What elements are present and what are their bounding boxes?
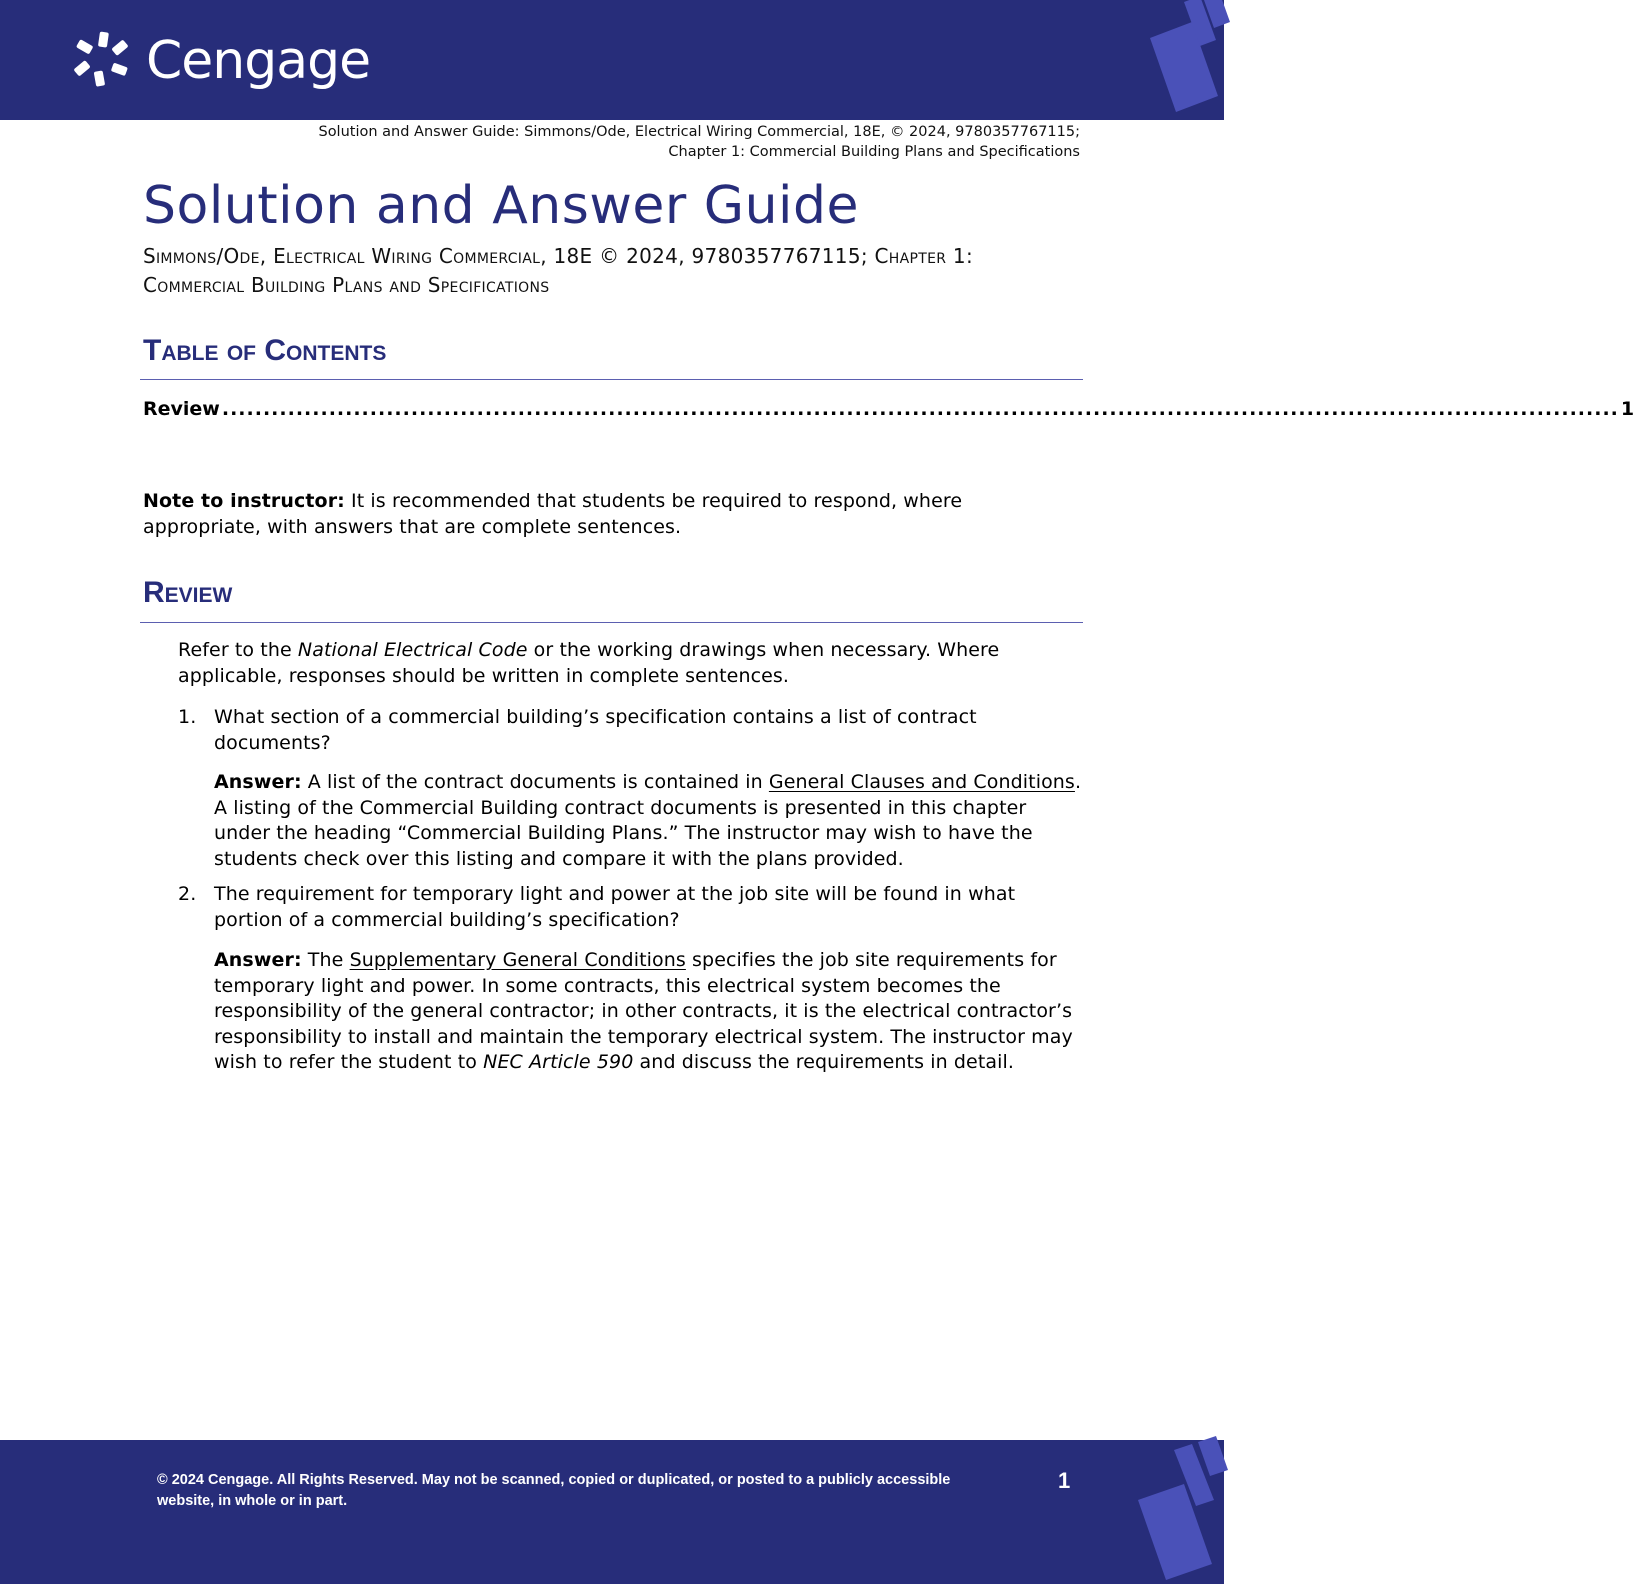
running-head-line-1: Solution and Answer Guide: Simmons/Ode, Electrical Wiring Commercial, 18E, © 2024, 9780357767115; xyxy=(318,124,1080,140)
answer-underlined-term: General Clauses and Conditions xyxy=(768,771,1075,793)
header-band xyxy=(0,0,1224,120)
review-intro xyxy=(178,638,1078,689)
toc-entry-label[interactable]: Review xyxy=(143,398,220,420)
corner-decoration-icon xyxy=(1134,1440,1224,1584)
toc-leader-dots: .......................................................................................................................................................................... xyxy=(221,398,1619,420)
note-label: Note to instructor: xyxy=(143,490,345,512)
intro-text-start: Refer to the xyxy=(178,639,298,661)
running-head xyxy=(318,122,1080,162)
answer-label: Answer: xyxy=(214,949,302,971)
answer-block xyxy=(214,770,1084,872)
question-text: The requirement for temporary light and power at the job site will be found in what portion of a commercial building’s specification? xyxy=(214,883,1016,931)
cengage-logo[interactable] xyxy=(72,30,370,92)
toc-divider xyxy=(140,379,1083,380)
review-heading: Review xyxy=(143,576,233,609)
footer-band xyxy=(0,1440,1224,1584)
nec-article-reference: NEC Article 590 xyxy=(483,1051,634,1073)
cengage-burst-logo-icon xyxy=(72,30,134,92)
document-title: Solution and Answer Guide xyxy=(143,176,859,236)
instructor-note xyxy=(143,489,1083,540)
answer-label: Answer: xyxy=(214,771,302,793)
intro-text-end: or the working drawings when necessary. Where applicable, responses should be written in complete sentences. xyxy=(178,639,1000,687)
copyright-notice: © 2024 Cengage. All Rights Reserved. May not be scanned, copied or duplicated, or posted to a publicly accessible website, in whole or in part. xyxy=(157,1472,951,1509)
toc-entry[interactable] xyxy=(143,398,1634,424)
nec-title: National Electrical Code xyxy=(297,639,528,661)
review-divider xyxy=(140,622,1083,623)
answer-underlined-term: Supplementary General Conditions xyxy=(349,949,686,971)
question-text: What section of a commercial building’s specification contains a list of contract documents? xyxy=(214,706,977,754)
corner-decoration-icon xyxy=(1140,0,1224,120)
answer-text: and discuss the requirements in detail. xyxy=(633,1051,1015,1073)
running-head-line-2: Chapter 1: Commercial Building Plans and Specifications xyxy=(668,144,1080,160)
note-text: It is recommended that students be required to respond, where appropriate, with answers that are complete sentences. xyxy=(143,490,963,538)
answer-text: . A listing of the Commercial Building contract documents is presented in this chapter under the heading “Commercial Building Plans.” The instructor may wish to have the students check over this listing and compare it with the plans provided. xyxy=(214,771,1082,870)
subtitle-line-1: Simmons/Ode, Electrical Wiring Commercial, 18E © 2024, 9780357767115; Chapter 1: xyxy=(143,244,973,268)
answer-text: The xyxy=(301,949,350,971)
answer-text: A list of the contract documents is contained in xyxy=(301,771,769,793)
subtitle-line-2: Commercial Building Plans and Specifications xyxy=(143,273,550,297)
answer-block xyxy=(214,948,1084,1076)
question-number: 2. xyxy=(178,883,197,905)
question-number: 1. xyxy=(178,706,197,728)
document-subtitle xyxy=(143,242,1083,300)
toc-heading: Table of Contents xyxy=(143,334,387,367)
answer-text: specifies the job site requirements for temporary light and power. In some contracts, this electrical system becomes the responsibility of the general contractor; in other contracts, it is the electrical contractor’s responsibility to install and maintain the temporary electrical system. The instructor may wish to refer the student to xyxy=(214,949,1073,1073)
page-number: 1 xyxy=(1058,1468,1071,1493)
brand-name: Cengage xyxy=(146,31,371,91)
toc-entry-page[interactable]: 1 xyxy=(1620,398,1634,420)
